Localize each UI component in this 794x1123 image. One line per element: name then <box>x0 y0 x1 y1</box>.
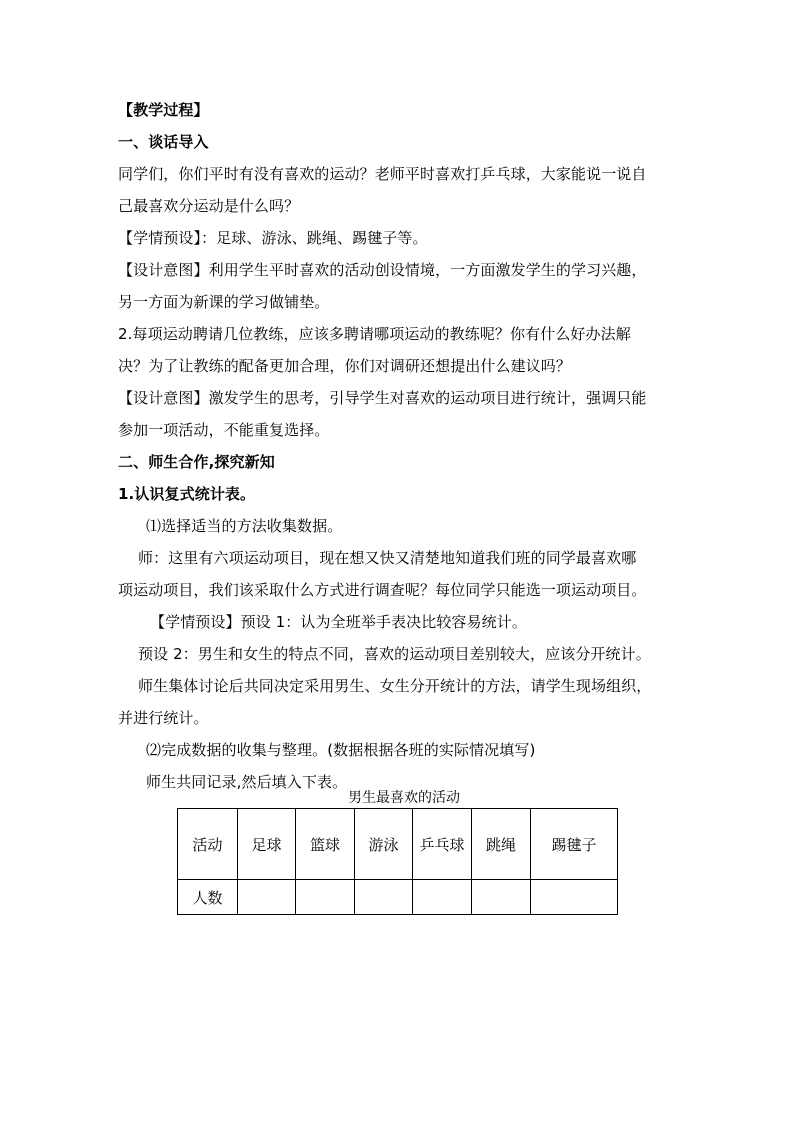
paragraph-line: 参加一项活动，不能重复选择。 <box>118 421 330 439</box>
paragraph-line: ⑴选择适当的方法收集数据。 <box>146 517 343 535</box>
count-cell-ping-pong <box>413 880 472 915</box>
paragraph-line: 并进行统计。 <box>118 709 209 727</box>
boys-favorite-activity-table <box>177 808 618 915</box>
header-cell-activity: 活动 <box>178 809 238 880</box>
paragraph-line: 【设计意图】激发学生的思考，引导学生对喜欢的运动项目进行统计，强调只能 <box>118 389 647 407</box>
header-cell-football: 足球 <box>238 809 296 880</box>
count-cell-basketball <box>296 880 355 915</box>
paragraph-line: 另一方面为新课的学习做铺垫。 <box>118 293 330 311</box>
header-cell-swimming: 游泳 <box>355 809 413 880</box>
heading-compound-table: 1.认识复式统计表。 <box>118 485 256 503</box>
table-header-row <box>178 809 618 880</box>
row-label-count: 人数 <box>178 880 238 915</box>
paragraph-line: 师生集体讨论后共同决定采用男生、女生分开统计的方法，请学生现场组织， <box>138 677 652 695</box>
header-cell-jump-rope: 跳绳 <box>472 809 531 880</box>
table-caption: 男生最喜欢的活动 <box>348 790 460 806</box>
paragraph-line: 同学们，你们平时有没有喜欢的运动？老师平时喜欢打乒乓球，大家能说一说自 <box>118 165 647 183</box>
heading-cooperation: 二、师生合作,探究新知 <box>118 453 275 471</box>
paragraph-line: 项运动项目，我们该采取什么方式进行调查呢？每位同学只能选一项运动项目。 <box>118 581 647 599</box>
header-cell-ping-pong: 乒乓球 <box>413 809 472 880</box>
header-cell-basketball: 篮球 <box>296 809 355 880</box>
paragraph-line: 决？为了让教练的配备更加合理，你们对调研还想提出什么建议吗？ <box>118 357 572 375</box>
paragraph-line: 【学情预设】：足球、游泳、跳绳、踢毽子等。 <box>118 229 428 247</box>
count-cell-swimming <box>355 880 413 915</box>
table-row <box>178 880 618 915</box>
paragraph-line: ⑵完成数据的收集与整理。(数据根据各班的实际情况填写) <box>146 741 536 759</box>
count-cell-shuttlecock <box>531 880 618 915</box>
paragraph-line: 己最喜欢分运动是什么吗？ <box>118 197 300 215</box>
header-cell-shuttlecock: 踢毽子 <box>531 809 618 880</box>
paragraph-line: 【学情预设】预设 1：认为全班举手表决比较容易统计。 <box>150 613 527 631</box>
heading-talk-intro: 一、谈话导入 <box>118 133 209 151</box>
paragraph-line: 2.每项运动聘请几位教练，应该多聘请哪项运动的教练呢？你有什么好办法解 <box>118 325 631 343</box>
paragraph-line: 师生共同记录,然后填入下表。 <box>146 773 348 791</box>
count-cell-football <box>238 880 296 915</box>
paragraph-line: 师：这里有六项运动项目，现在想又快又清楚地知道我们班的同学最喜欢哪 <box>138 549 637 567</box>
count-cell-jump-rope <box>472 880 531 915</box>
paragraph-line: 【设计意图】利用学生平时喜欢的活动创设情境，一方面激发学生的学习兴趣， <box>118 261 647 279</box>
section-heading-teaching-process: 【教学过程】 <box>118 101 209 119</box>
paragraph-line: 预设 2：男生和女生的特点不同，喜欢的运动项目差别较大，应该分开统计。 <box>138 645 651 663</box>
